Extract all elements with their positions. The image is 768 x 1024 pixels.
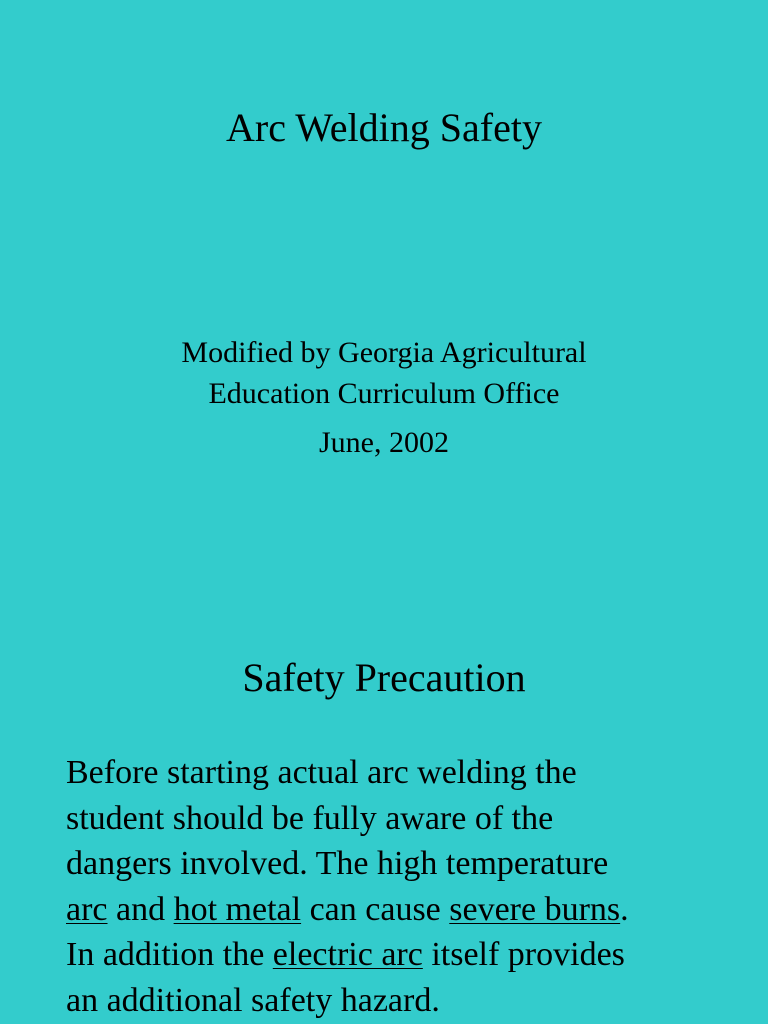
body-line-4 bbox=[66, 887, 746, 933]
underlined-term-electric-arc: electric arc bbox=[272, 936, 423, 973]
slide-title: Safety Precaution bbox=[242, 655, 526, 700]
subtitle-line-1: Modified by Georgia Agricultural bbox=[181, 336, 587, 369]
slide-title: Arc Welding Safety bbox=[226, 105, 542, 150]
underlined-term-arc: arc bbox=[66, 890, 108, 928]
body-text-fragment: can cause bbox=[301, 890, 450, 928]
body-line-6: an additional safety hazard. bbox=[66, 981, 440, 1019]
safety-precaution-slide bbox=[0, 512, 768, 1024]
underlined-term-hot-metal: hot metal bbox=[173, 890, 302, 928]
body-text-fragment: In addition the bbox=[66, 936, 273, 973]
underlined-term-severe-burns: severe burns bbox=[449, 890, 621, 928]
body-text-fragment: and bbox=[107, 890, 174, 928]
body-text-fragment: itself provides bbox=[422, 936, 625, 973]
body-line-1: Before starting actual arc welding the bbox=[66, 754, 577, 791]
body-line-5 bbox=[66, 932, 746, 978]
slide-subtitle bbox=[0, 332, 768, 463]
body-line-3: dangers involved. The high temperature bbox=[66, 845, 609, 882]
subtitle-date: June, 2002 bbox=[319, 426, 449, 459]
body-paragraph bbox=[66, 750, 746, 1023]
subtitle-line-2: Education Curriculum Office bbox=[208, 377, 560, 410]
body-line-2: student should be fully aware of the bbox=[66, 799, 554, 837]
body-text-fragment: . bbox=[620, 890, 629, 928]
